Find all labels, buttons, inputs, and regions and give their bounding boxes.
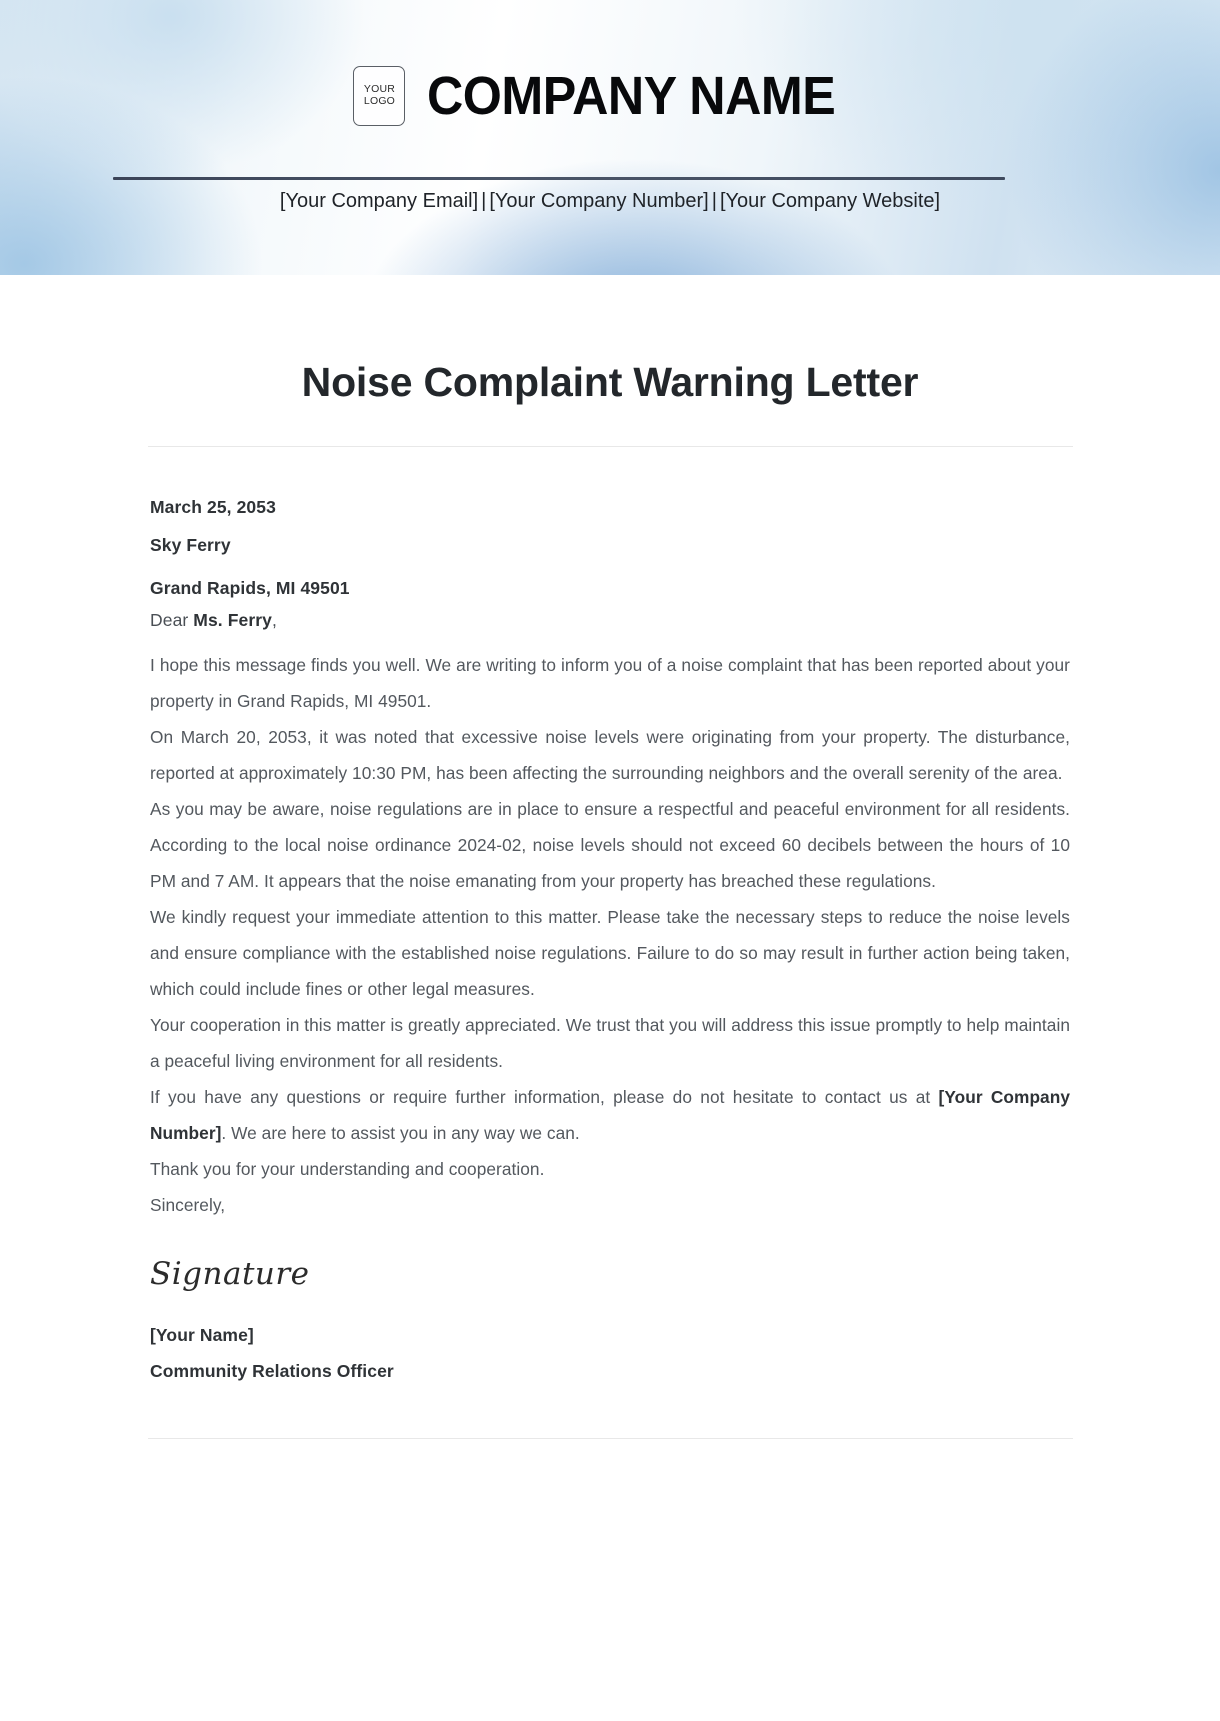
body-paragraph-3: As you may be aware, noise regulations are in place to ensure a respectful and peaceful environment for all residents. According to the local noise ordinance 2024-02, noise levels should not exceed 60 decibels between the hours of 10 PM and 7 AM. It appears that the noise emanating from your property has breached these regulations.: [150, 799, 1070, 892]
salutation-suffix: ,: [272, 609, 277, 630]
contact-separator-2: |: [711, 190, 717, 212]
brand-row: [0, 66, 1220, 126]
signer-name: [Your Name]: [150, 1325, 254, 1346]
salutation: [150, 609, 1070, 630]
company-name: COMPANY NAME: [427, 66, 836, 126]
closing-line: Sincerely,: [150, 1195, 226, 1216]
recipient-city: Grand Rapids, MI 49501: [150, 578, 350, 599]
signoff-block: [150, 1327, 1070, 1380]
contact-para-before: If you have any questions or require further information, please do not hesitate to contact us at: [150, 1087, 939, 1108]
logo-line-2: LOGO: [363, 95, 396, 107]
company-email: [Your Company Email]: [279, 190, 479, 212]
salutation-prefix: Dear: [150, 609, 194, 630]
thanks-paragraph: Thank you for your understanding and cooperation.: [150, 1159, 545, 1180]
body-paragraph-1: I hope this message finds you well. We are writing to inform you of a noise complaint that has been reported about your property in Grand Rapids, MI 49501.: [150, 655, 1070, 712]
contact-separator-1: |: [481, 190, 487, 212]
contact-para-company-number: [Your Company Number]: [150, 1087, 1070, 1144]
header-contact-line: [0, 190, 1220, 213]
company-number: [Your Company Number]: [489, 190, 709, 212]
body-paragraph-2: On March 20, 2053, it was noted that excessive noise levels were originating from your property. The disturbance, reported at approximately 10:30 PM, has been affecting the surrounding neighbors and the overall serenity of the area.: [150, 727, 1070, 784]
page-title: Noise Complaint Warning Letter: [301, 359, 919, 405]
body-paragraph-4: We kindly request your immediate attention to this matter. Please take the necessary steps to reduce the noise levels and ensure compliance with the established noise regulations. Failure to do so may result in further action being taken, which could include fines or other legal measures.: [150, 907, 1070, 1000]
signature-script: Signature: [150, 1256, 310, 1293]
signer-title: Community Relations Officer: [150, 1360, 394, 1381]
letter-date: March 25, 2053: [150, 497, 276, 518]
header-inner: [0, 0, 1220, 275]
contact-para-after: . We are here to assist you in any way we can.: [221, 1123, 580, 1144]
footer-divider: [148, 1438, 1073, 1439]
letter-content: [150, 447, 1070, 1380]
recipient-name: Sky Ferry: [150, 534, 231, 555]
body-paragraph-5: Your cooperation in this matter is greatly appreciated. We trust that you will address this issue promptly to help maintain a peaceful living environment for all residents.: [150, 1015, 1070, 1072]
logo-line-1: YOUR: [363, 83, 396, 96]
company-website: [Your Company Website]: [719, 190, 941, 212]
letterhead-header: [0, 0, 1220, 275]
letter-document: [0, 275, 1220, 1439]
your-logo-icon: [353, 66, 405, 126]
salutation-name: Ms. Ferry: [193, 609, 273, 630]
body-paragraph-contact: [150, 1079, 1070, 1151]
header-divider-rule: [113, 177, 1005, 180]
